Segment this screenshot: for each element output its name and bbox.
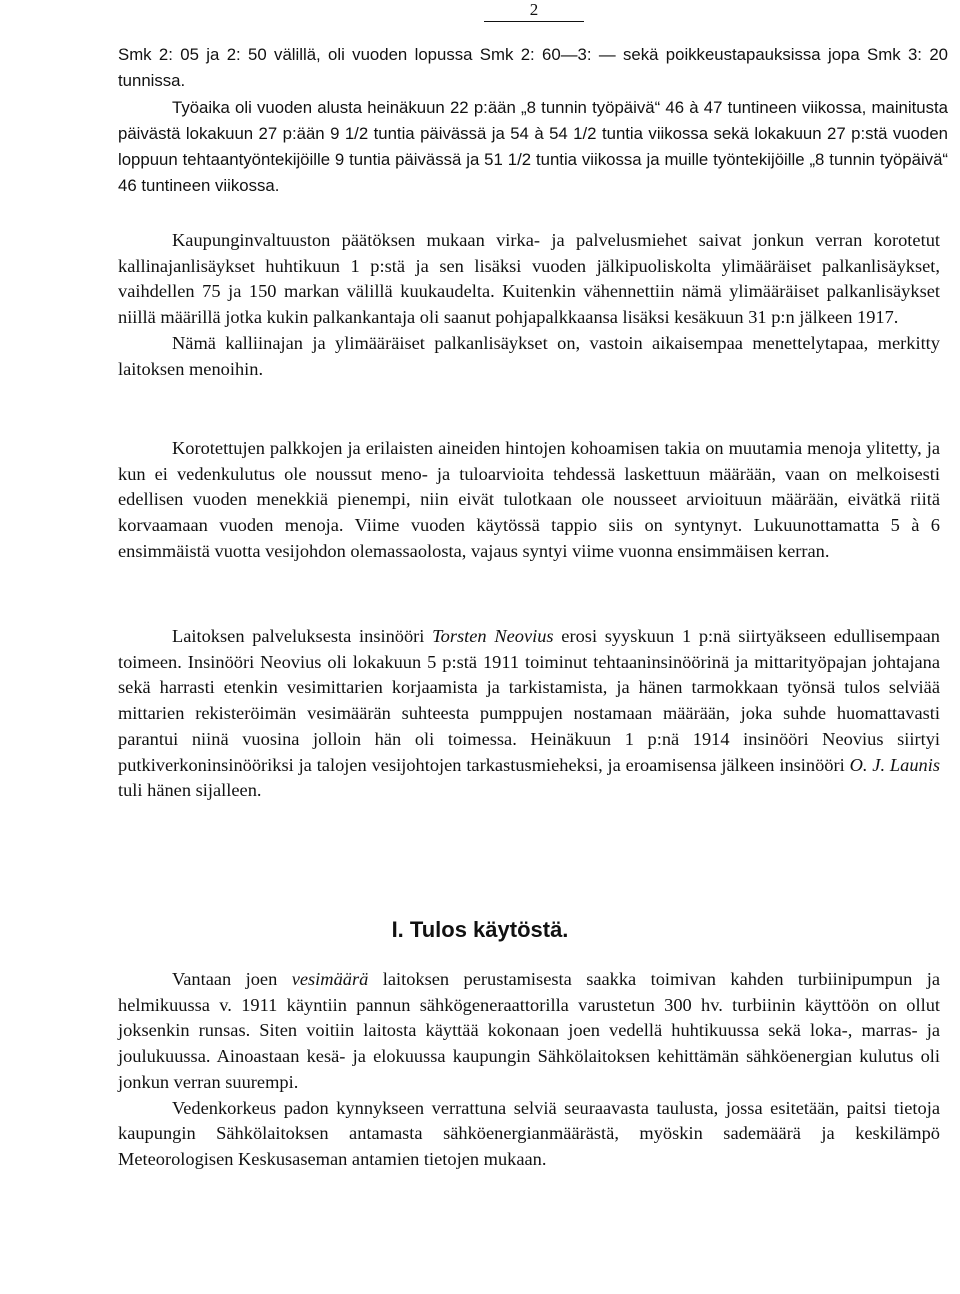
paragraph-working-hours: Työaika oli vuoden alusta heinäkuun 22 p:ään „8 tunnin työpäivä“ 46 à 47 tuntineen viikossa, mainitusta päivästä lokakuun 27 p:ään 9 1/2 tuntia päivässä ja 54 à 54 1/2 tuntia viikossa sekä lokakuun 27 p:stä vuoden loppuun tehtaantyöntekijöille 9 tuntia päivässä ja 51 1/2 tuntia viikossa ja muille työntekijöille „8 tunnin työpäivä“ 46 tuntineen viikossa. (118, 97, 948, 196)
allowances-section (118, 228, 940, 382)
personnel-section (118, 624, 940, 804)
paragraph-water-volume (118, 967, 940, 1096)
paragraph-deficit: Korotettujen palkkojen ja erilaisten aineiden hintojen kohoamisen takia on muutamia menoja ylitetty, ja kun ei vedenkulutus ole noussut meno- ja tuloarvioita tehdessä laskettuun määrään, vaan on melkoisesti edellisen vuoden menekkiä pienempi, niin eivät tulotkaan ole nousseet arvioituun määrään, eivätkä riitä korvaamaan vuoden menoja. Viime vuoden käytössä tappio siis on syntynyt. Lukuunottamatta 5 à 6 ensimmäistä vuotta vesijohdon olemassaolosta, vajaus syntyi viime vuonna ensimmäisen kerran. (118, 438, 940, 561)
page-number: 2 (484, 0, 584, 22)
paragraph-council-decision: Kaupunginvaltuuston päätöksen mukaan virka- ja palvelusmiehet saivat jonkun verran korotetut kallinajanlisäykset huhtikuun 1 p:stä ja sen lisäksi vuoden jälkipuoliskolta ylimääräiset palkanlisäykset, vaihdellen 75 ja 150 markan välillä kuukaudelta. Kuitenkin vähennettiin nämä ylimääräiset palkanlisäykset niillä määrillä jotka kukin palkankantaja oli saanut pohjapalkkaansa lisäksi kesäkuun 31 p:n jälkeen 1917. (118, 230, 940, 328)
emphasis-vesimaara: vesimäärä (291, 969, 369, 989)
text-run: Laitoksen palveluksesta insinööri (172, 626, 433, 646)
deficit-section (118, 436, 940, 565)
paragraph-expenses-note: Nämä kalliinajan ja ylimääräiset palkanlisäykset on, vastoin aikaisempaa menettelytapaa, merkitty laitoksen menoihin. (118, 332, 940, 379)
text-run: erosi syyskuun 1 p:nä siirtyäkseen edullisempaan toimeen. Insinööri Neovius oli lokakuun 5 p:stä 1911 toiminut tehtaaninsinöörinä ja mittarityöpajan johtajana sekä harrasti etenkin vesimittarien korjaamista ja tarkistamista, ja hänen tarmokkaan työnsä tulos selviää mittarien rekisteröimän vesimäärän suhteesta pumppujen nostamaan määrään, joka suhde huomattavasti parantui niinä vuosina jolloin hän oli toimessa. Heinäkuun 1 p:nä 1914 insinööri Neovius siirtyi putkiverkoninsinööriksi ja talojen vesijohtojen tarkastusmieheksi, ja eroamisensa jälkeen insinööri (118, 626, 940, 775)
operations-section (118, 967, 940, 1173)
text-run: laitoksen perustamisesta saakka toimivan kahden turbiinipumpun ja helmikuussa v. 1911 käyntiin pannun sähkögeneraattorilla varustetun 300 hv. turbiinin käyttöön on ollut joksenkin runsas. Siten voitiin laitosta käyttää kokonaan joen vedellä huhtikuussa sekä loka-, marras- ja joulukuussa. Ainoastaan kesä- ja elokuussa kaupungin Sähkölaitoksen kehittämän sähköenergian kulutus oli jonkun verran suurempi. (118, 969, 941, 1092)
section-heading: I. Tulos käytöstä. (391, 917, 569, 942)
person-name-launis: O. J. Launis (849, 754, 940, 775)
text-run: Vantaan joen (172, 969, 292, 989)
text-run: tuli hänen sijalleen. (118, 780, 262, 801)
paragraph-engineer-change (118, 624, 940, 804)
paragraph-wages: Smk 2: 05 ja 2: 50 välillä, oli vuoden lopussa Smk 2: 60—3: — sekä poikkeustapauksissa jopa Smk 3: 20 tunnissa. (118, 45, 948, 91)
person-name-neovius: Torsten Neovius (432, 626, 554, 646)
wage-and-hours-section (118, 42, 948, 200)
paragraph-water-level: Vedenkorkeus padon kynnykseen verrattuna selviä seuraavasta taulusta, jossa esitetään, paitsi tietoja kaupungin Sähkölaitoksen antamasta sähköenergianmäärästä, myöskin sademäärä ja keskilämpö Meteorologisen Keskusaseman antamien tietojen mukaan. (118, 1097, 940, 1169)
